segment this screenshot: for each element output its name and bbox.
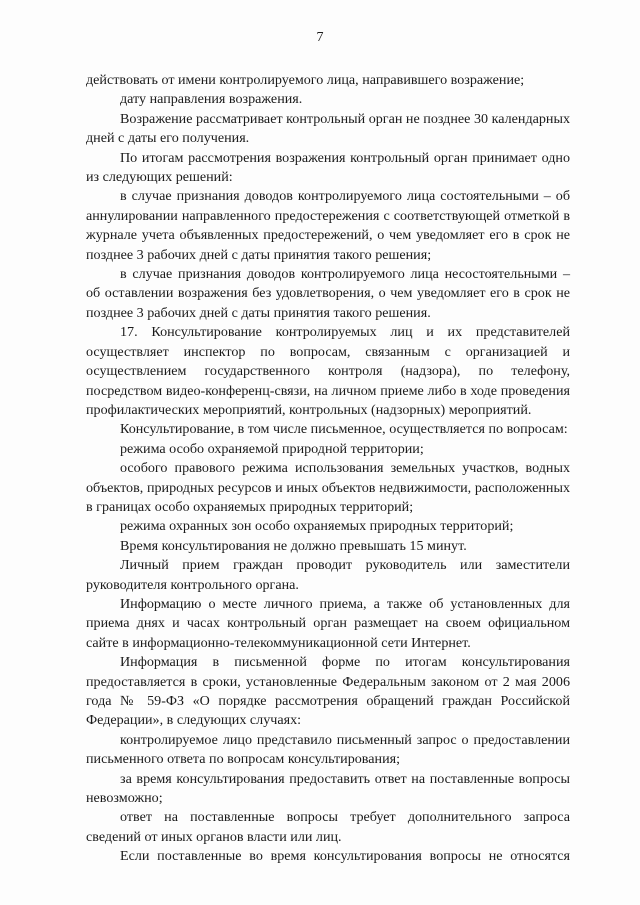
paragraph: действовать от имени контролируемого лица, направившего возражение; [86,72,525,88]
paragraph: 17. Консультирование контролируемых лиц и их представителей осуществляет инспектор по вопросам, связанным с организацией и осуществлением государственного контроля (надзора), по телефону, посредством видео-конференц-связи, на личном приеме либо в ходе проведения профилактических мероприятий, контрольных (надзорных) мероприятий. [86,324,570,418]
paragraph: Возражение рассматривает контрольный орган не позднее 30 календарных дней с даты его получения. [86,110,570,147]
paragraph: ответ на поставленные вопросы требует дополнительного запроса сведений от иных органов власти или лиц. [86,809,570,845]
paragraph: Консультирование, в том числе письменное, осуществляется по вопросам: [120,421,568,438]
paragraph: режима охранных зон особо охраняемых природных территорий; [120,518,514,535]
paragraph: По итогам рассмотрения возражения контрольный орган принимает одно из следующих решений: [86,149,570,186]
paragraph: Время консультирования не должно превышать 15 минут. [120,537,467,554]
paragraph: Если поставленные во время консультирования вопросы не относятся [120,848,570,865]
paragraph: Информация в письменной форме по итогам консультирования предоставляется в сроки, установленные Федеральным законом от 2 мая 2006 года № 59-ФЗ «О порядке рассмотрения обращений граждан Российской Федерации», в следующих случаях: [86,654,570,729]
document-body [86,71,570,867]
paragraph: в случае признания доводов контролируемого лица состоятельными – об аннулировании направленного предостережения с соответствующей отметкой в журнале учета объявленных предостережений, о чем уведомляет его в срок не позднее 3 рабочих дней с даты принятия такого решения; [86,188,570,263]
paragraph: контролируемое лицо представило письменный запрос о предоставлении письменного ответа по вопросам консультирования; [86,731,570,768]
page-number: 7 [316,30,324,45]
paragraph: за время консультирования предоставить ответ на поставленные вопросы невозможно; [86,770,570,807]
paragraph: дату направления возражения. [120,91,303,108]
paragraph: особого правового режима использования земельных участков, водных объектов, природных ресурсов и иных объектов недвижимости, расположенных в границах особо охраняемых природных территорий; [86,460,570,515]
paragraph: в случае признания доводов контролируемого лица несостоятельными – об оставлении возражения без удовлетворения, о чем уведомляет его в срок не позднее 3 рабочих дней с даты принятия такого решения. [86,266,570,321]
paragraph: Личный прием граждан проводит руководитель или заместители руководителя контрольного органа. [86,557,570,593]
paragraph: режима особо охраняемой природной территории; [120,440,424,457]
paragraph: Информацию о месте личного приема, а также об установленных для приема днях и часах контрольный орган размещает на своем официальном сайте в информационно-телекоммуникационной сети Интернет. [86,595,570,651]
